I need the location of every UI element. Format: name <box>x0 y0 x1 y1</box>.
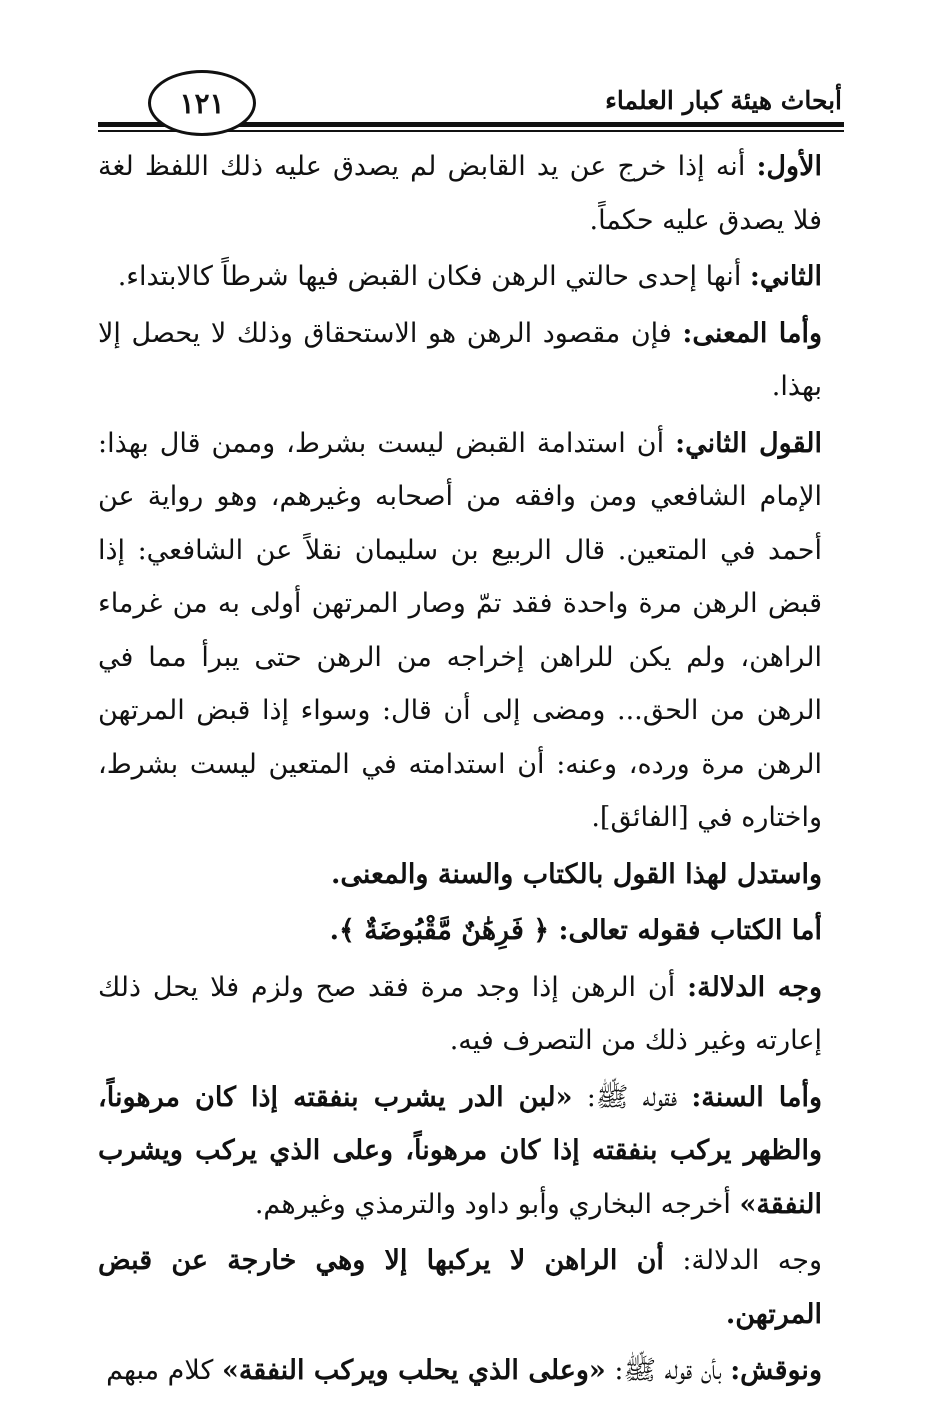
body-text <box>98 140 822 1401</box>
page-header <box>0 0 942 150</box>
paragraph-first <box>98 140 822 247</box>
paragraph-second <box>98 250 822 304</box>
paragraph-lead: وجه الدلالة: <box>687 971 822 1003</box>
paragraph-objection <box>98 1344 822 1398</box>
paragraph-text: بأن قوله ﷺ: <box>605 1355 731 1386</box>
paragraph-lead: واستدل لهذا القول بالكتاب والسنة والمعنى. <box>331 858 822 890</box>
paragraph-lead: أما الكتاب <box>709 915 822 946</box>
paragraph-text: فإن مقصود الرهن هو الاستحقاق وذلك لا يحصل إلا بهذا. <box>98 317 822 402</box>
paragraph-inference-2 <box>98 1234 822 1341</box>
paragraph-meaning <box>98 307 822 414</box>
paragraph-tail: كلام مبهم <box>106 1355 222 1386</box>
paragraph-text: أن الرهن إذا وجد مرة فقد صح ولزم فلا يحل ذلك إعارته وغير ذلك من التصرف فيه. <box>98 971 822 1056</box>
paragraph-text: أنها إحدى حالتي الرهن فكان القبض فيها شرطاً كالابتداء. <box>117 261 750 292</box>
running-title: أبحاث هيئة كبار العلماء <box>605 86 842 115</box>
page-number: ١٢١ <box>179 86 225 120</box>
paragraph-quran <box>98 904 822 958</box>
paragraph-lead: الثاني: <box>749 261 822 292</box>
paragraph-lead: وأما السنة: <box>691 1081 822 1113</box>
paragraph-lead: ونوقش: <box>730 1355 822 1386</box>
paragraph-text: فقوله تعالى: ﴿ فَرِهَٰنٌ مَّقْبُوضَةٌ ﴾. <box>329 915 710 946</box>
paragraph-second-opinion <box>98 417 822 845</box>
paragraph-text: أن استدامة القبض ليست بشرط، وممن قال بهذا: الإمام الشافعي ومن وافقه من أصحابه وغيرهم، وهو رواية عن أحمد في المتعين. قال الربيع بن سليمان نقلاً عن الشافعي: إذا قبض الرهن مرة واحدة فقد تمّ وصار المرتهن أولى به من غرماء الراهن، ولم يكن للراهن إخراجه من الرهن حتى يبرأ مما في الرهن من الحق... ومضى إلى أن قال: وسواء إذا قبض المرتهن الرهن مرة ورده، وعنه: أن استدامته في المتعين ليست بشرط، واختاره في [الفائق]. <box>98 427 822 833</box>
paragraph-lead: وأما المعنى: <box>682 317 822 349</box>
paragraph-tail: أخرجه البخاري وأبو داود والترمذي وغيرهم. <box>254 1188 740 1220</box>
paragraph-text: أنه إذا خرج عن يد القابض لم يصدق عليه ذلك اللفظ لغة فلا يصدق عليه حكماً. <box>98 151 822 236</box>
paragraph-sunnah <box>98 1071 822 1232</box>
paragraph-lead: الأول: <box>756 151 822 182</box>
paragraph-lead: القول الثاني: <box>675 427 822 459</box>
hadith-quote: «وعلى الذي يحلب ويركب النفقة» <box>221 1355 606 1386</box>
paragraph-bold: أن الراهن لا يركبها إلا وهي خارجة عن قبض المرتهن. <box>98 1245 822 1330</box>
paragraph-text: وجه الدلالة: <box>663 1245 823 1276</box>
hadith-quote: «لبن الدر يشرب بنفقته إذا كان مرهوناً، والظهر يركب بنفقته إذا كان مرهوناً، وعلى الذي يركب ويشرب النفقة» <box>98 1081 822 1220</box>
page-number-oval <box>148 70 256 136</box>
paragraph-evidence-intro <box>98 848 822 902</box>
paragraph-inference <box>98 961 822 1068</box>
paragraph-text: فقوله ﷺ: <box>572 1081 692 1113</box>
